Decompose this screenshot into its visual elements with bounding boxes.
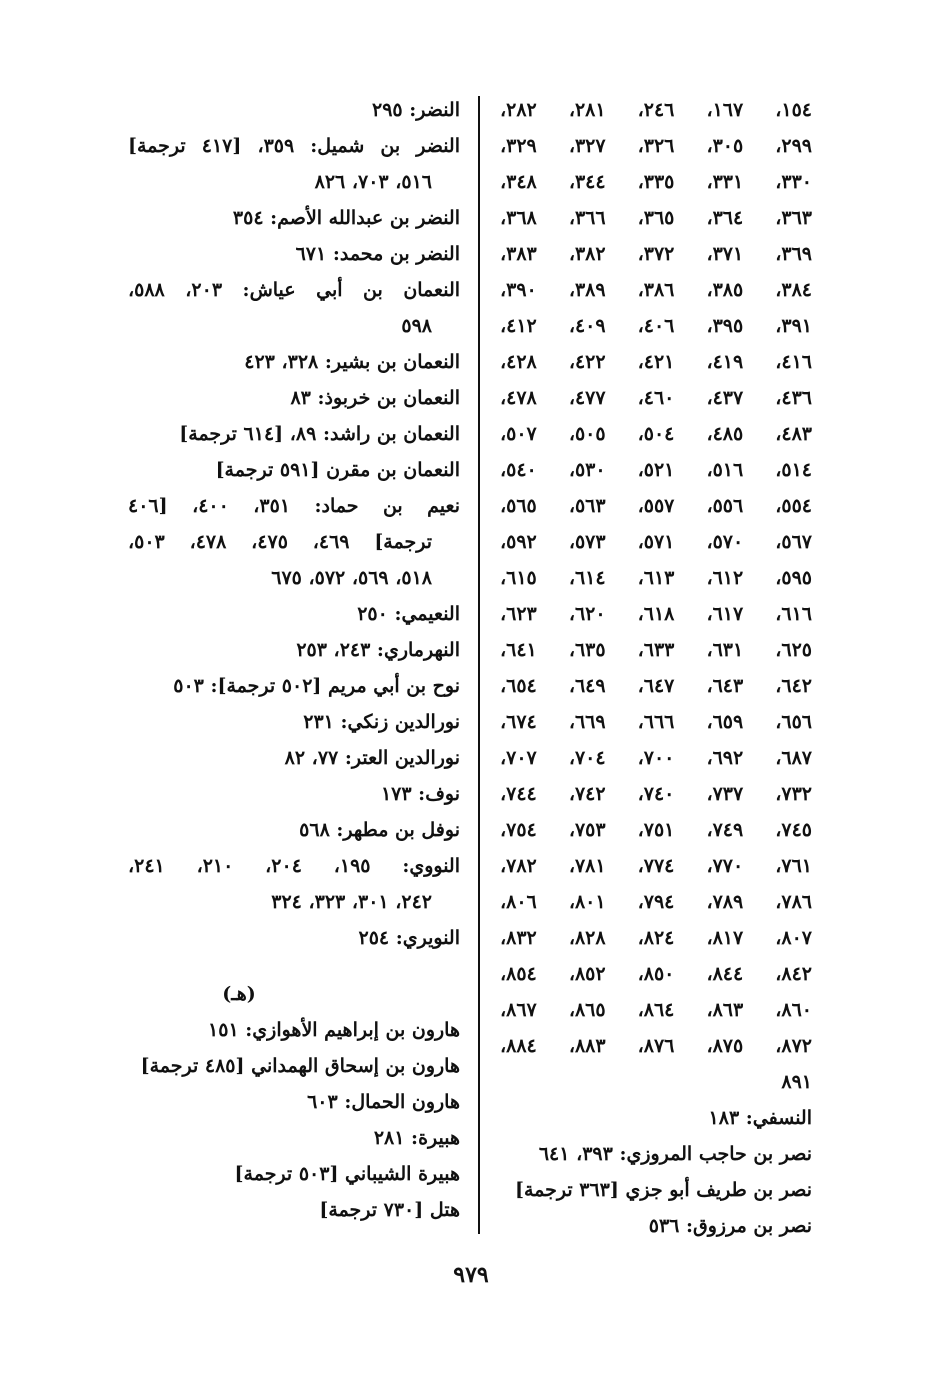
page-ref-line: ٧٤٥، ٧٤٩، ٧٥١، ٧٥٣، ٧٥٤، xyxy=(500,819,813,841)
page-ref-line: ٨٠٧، ٨١٧، ٨٢٤، ٨٢٨، ٨٣٢، xyxy=(500,927,813,949)
page-ref-line: ٤١٦، ٤١٩، ٤٢١، ٤٢٢، ٤٢٨، xyxy=(500,351,813,373)
index-entry: نورالدين العتر: ٧٧، ٨٢ xyxy=(284,747,460,769)
page-ref-line: ٦٨٧، ٦٩٢، ٧٠٠، ٧٠٤، ٧٠٧، xyxy=(500,747,813,769)
page-ref-line: ٨٧٢، ٨٧٥، ٨٧٦، ٨٨٣، ٨٨٤، xyxy=(500,1035,813,1057)
page-ref-line: ٦٢٥، ٦٣١، ٦٣٣، ٦٣٥، ٦٤١، xyxy=(500,639,813,661)
index-entry: نوف: ١٧٣ xyxy=(380,783,460,805)
page-ref-line: ٥١٤، ٥١٦، ٥٢١، ٥٣٠، ٥٤٠، xyxy=(500,459,813,481)
index-entry: نوح بن أبي مريم [٥٠٢ ترجمة]: ٥٠٣ xyxy=(173,675,460,697)
index-entry: نصر بن طريف أبو جزي [٣٦٣ ترجمة] xyxy=(514,1179,812,1201)
index-column-right xyxy=(500,92,812,1244)
index-entry: النعمان بن راشد: ٨٩، [٦١٤ ترجمة] xyxy=(179,423,460,445)
section-gap xyxy=(128,956,460,976)
index-entry: نعيم بن حماد: ٣٥١، ٤٠٠، [٤٠٦ xyxy=(128,495,460,517)
index-entry: النووي: ١٩٥، ٢٠٤، ٢١٠، ٢٤١، xyxy=(128,855,460,877)
page-ref-line: ٧٨٦، ٧٨٩، ٧٩٤، ٨٠١، ٨٠٦، xyxy=(500,891,813,913)
index-entry: النعمان بن مقرن [٥٩١ ترجمة] xyxy=(215,459,460,481)
page-ref-line: ٦٥٦، ٦٥٩، ٦٦٦، ٦٦٩، ٦٧٤، xyxy=(500,711,813,733)
index-entry: نوفل بن مطهر: ٥٦٨ xyxy=(299,819,460,841)
index-entry-continuation: ٥١٨، ٥٦٩، ٥٧٢، ٦٧٥ xyxy=(271,567,432,589)
index-entry: النعمان بن خربوذ: ٨٣ xyxy=(290,387,460,409)
page-ref-line: ٣٦٣، ٣٦٤، ٣٦٥، ٣٦٦، ٣٦٨، xyxy=(500,207,813,229)
index-entry: نورالدين زنكي: ٢٣١ xyxy=(303,711,460,733)
page-ref-line: ٥٦٧، ٥٧٠، ٥٧١، ٥٧٣، ٥٩٢، xyxy=(500,531,813,553)
index-entry: نصر بن حاجب المروزي: ٣٩٣، ٦٤١ xyxy=(538,1143,812,1165)
index-entry-continuation: ٥١٦، ٧٠٣، ٨٢٦ xyxy=(314,171,432,193)
index-entry: النهرماري: ٢٤٣، ٢٥٣ xyxy=(296,639,460,661)
page-number: ٩٧٩ xyxy=(453,1262,489,1288)
page-ref-line: ٣٣٠، ٣٣١، ٣٣٥، ٣٤٤، ٣٤٨، xyxy=(500,171,813,193)
page-ref-line: ٤٨٣، ٤٨٥، ٥٠٤، ٥٠٥، ٥٠٧، xyxy=(500,423,813,445)
page-ref-line: ٨٦٠، ٨٦٣، ٨٦٤، ٨٦٥، ٨٦٧، xyxy=(500,999,813,1021)
page-ref-line: ٨٩١ xyxy=(781,1071,812,1093)
index-entry: النعمان بن بشير: ٣٢٨، ٤٢٣ xyxy=(244,351,460,373)
index-entry: النضر: ٢٩٥ xyxy=(371,99,460,121)
section-heading: (هـ) xyxy=(222,983,256,1005)
page-ref-line: ٢٩٩، ٣٠٥، ٣٢٦، ٣٢٧، ٣٢٩، xyxy=(500,135,813,157)
page-ref-line: ٧٦١، ٧٧٠، ٧٧٤، ٧٨١، ٧٨٢، xyxy=(500,855,813,877)
page-ref-line: ٥٥٤، ٥٥٦، ٥٥٧، ٥٦٣، ٥٦٥، xyxy=(500,495,813,517)
page-ref-line: ٦٤٢، ٦٤٣، ٦٤٧، ٦٤٩، ٦٥٤، xyxy=(500,675,813,697)
index-entry: هارون بن إسحاق الهمداني [٤٨٥ ترجمة] xyxy=(140,1055,460,1077)
index-entry: هارون بن إبراهيم الأهوازي: ١٥١ xyxy=(208,1019,460,1041)
index-column-left xyxy=(128,92,460,1228)
index-entry: النضر بن شميل: ٣٥٩، [٤١٧ ترجمة] xyxy=(128,135,460,157)
index-entry: هارون الحمال: ٦٠٣ xyxy=(307,1091,460,1113)
index-entry: النضر بن عبدالله الأصم: ٣٥٤ xyxy=(232,207,460,229)
page-ref-line: ٣٩١، ٣٩٥، ٤٠٦، ٤٠٩، ٤١٢، xyxy=(500,315,813,337)
index-entry: النعيمي: ٢٥٠ xyxy=(357,603,460,625)
index-entry: النسفي: ١٨٣ xyxy=(708,1107,812,1129)
index-entry: النعمان بن أبي عياش: ٢٠٣، ٥٨٨، xyxy=(128,279,461,301)
page-ref-line: ٧٣٢، ٧٣٧، ٧٤٠، ٧٤٢، ٧٤٤، xyxy=(500,783,813,805)
page-ref-line: ٤٣٦، ٤٣٧، ٤٦٠، ٤٧٧، ٤٧٨، xyxy=(500,387,813,409)
index-entry: النضر بن محمد: ٦٧١ xyxy=(295,243,460,265)
page-ref-line: ٥٩٥، ٦١٢، ٦١٣، ٦١٤، ٦١٥، xyxy=(500,567,813,589)
page-ref-line: ٣٦٩، ٣٧١، ٣٧٢، ٣٨٢، ٣٨٣، xyxy=(500,243,813,265)
page-ref-line: ٨٤٢، ٨٤٤، ٨٥٠، ٨٥٢، ٨٥٤، xyxy=(500,963,813,985)
index-entry-continuation: ترجمة] ٤٦٩، ٤٧٥، ٤٧٨، ٥٠٣، xyxy=(128,531,432,553)
page-ref-line: ٣٨٤، ٣٨٥، ٣٨٦، ٣٨٩، ٣٩٠، xyxy=(500,279,813,301)
index-entry-continuation: ٢٤٢، ٣٠١، ٣٢٣، ٣٢٤ xyxy=(271,891,432,913)
index-entry: هبيرة الشيباني [٥٠٣ ترجمة] xyxy=(234,1163,460,1185)
index-entry: هبيرة: ٢٨١ xyxy=(373,1127,460,1149)
page-ref-line: ١٥٤، ١٦٧، ٢٤٦، ٢٨١، ٢٨٢، xyxy=(500,99,813,121)
page-ref-line: ٦١٦، ٦١٧، ٦١٨، ٦٢٠، ٦٢٣، xyxy=(500,603,813,625)
index-entry-continuation: ٥٩٨ xyxy=(401,315,432,337)
column-divider xyxy=(478,96,480,1234)
index-entry: نصر بن مرزوق: ٥٣٦ xyxy=(648,1215,812,1237)
index-entry: هتل [٧٣٠ ترجمة] xyxy=(319,1199,460,1221)
index-entry: النويري: ٢٥٤ xyxy=(358,927,460,949)
